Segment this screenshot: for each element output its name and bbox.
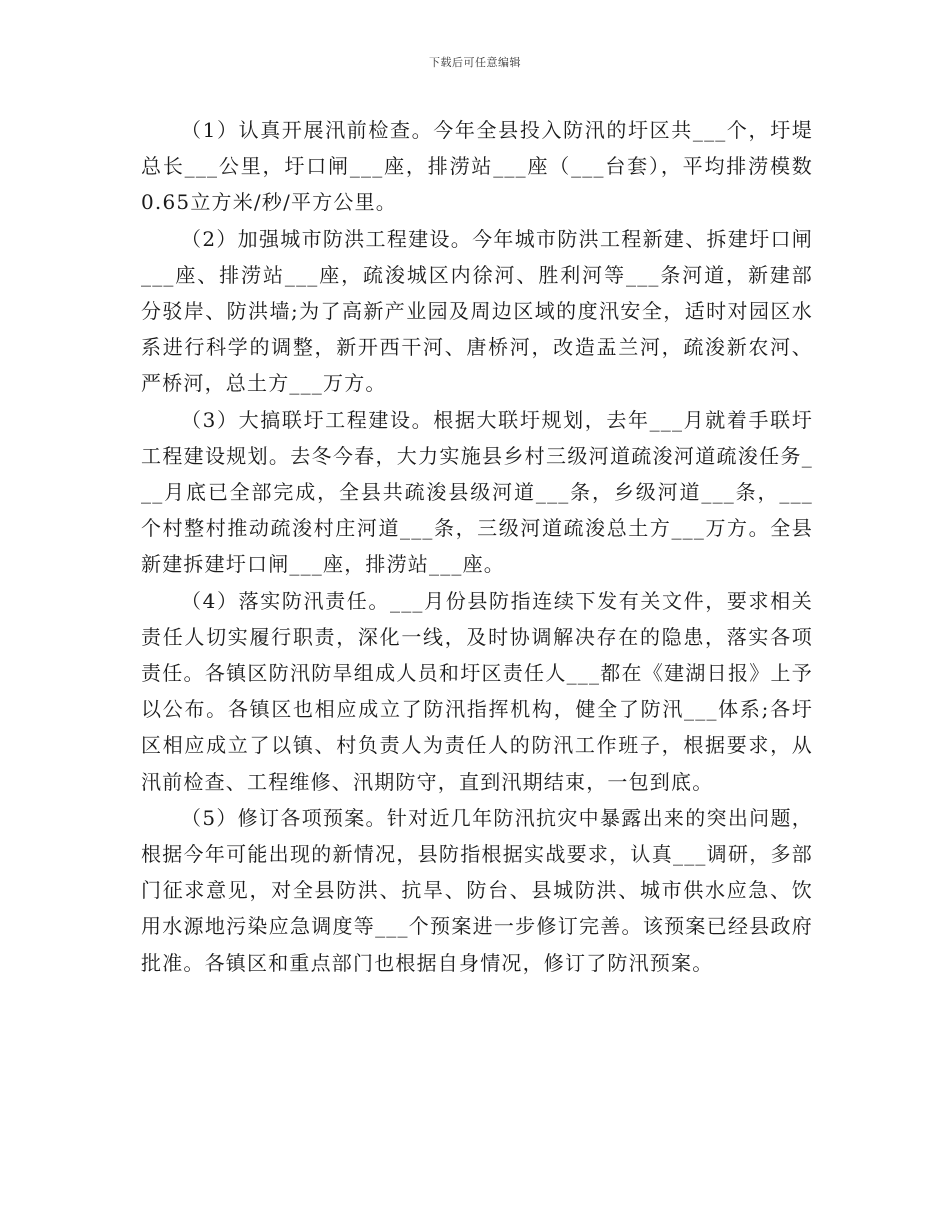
paragraph-polder-construction: （3）大搞联圩工程建设。根据大联圩规划，去年___月就着手联圩工程建设规划。去冬今春，大力实施县乡村三级河道疏浚河道疏浚任务___月底已全部完成，全县共疏浚县级河道___条，乡级河道___条，___个村整村推动疏浚村庄河道___条，三级河道疏浚总土方___万方。全县新建拆建圩口闸___座，排涝站___座。 [141, 407, 813, 577]
paragraph-flood-inspection: （1）认真开展汛前检查。今年全县投入防汛的圩区共___个，圩堤总长___公里，圩口闸___座，排涝站___座（___台套），平均排涝模数0.65立方米/秒/平方公里。 [141, 118, 813, 215]
document-body [141, 112, 813, 981]
paragraph-responsibility: （4）落实防汛责任。___月份县防指连续下发有关文件，要求相关责任人切实履行职责，深化一线，及时协调解决存在的隐患，落实各项责任。各镇区防汛防旱组成人员和圩区责任人___都在《建湖日报》上予以公布。各镇区也相应成立了防汛指挥机构，健全了防汛___体系;各圩区相应成立了以镇、村负责人为责任人的防汛工作班子，根据要求，从汛前检查、工程维修、汛期防守，直到汛期结束，一包到底。 [141, 588, 813, 794]
paragraph-contingency-plans: （5）修订各项预案。针对近几年防汛抗灾中暴露出来的突出问题，根据今年可能出现的新情况，县防指根据实战要求，认真___调研，多部门征求意见，对全县防洪、抗旱、防台、县城防洪、城市供水应急、饮用水源地污染应急调度等___个预案进一步修订完善。该预案已经县政府批准。各镇区和重点部门也根据自身情况，修订了防汛预案。 [141, 805, 813, 975]
paragraph-urban-flood-control: （2）加强城市防洪工程建设。今年城市防洪工程新建、拆建圩口闸___座、排涝站___座，疏浚城区内徐河、胜利河等___条河道，新建部分驳岸、防洪墙;为了高新产业园及周边区域的度汛安全，适时对园区水系进行科学的调整，新开西干河、唐桥河，改造盂兰河，疏浚新农河、严桥河，总土方___万方。 [141, 226, 813, 396]
page-header-note: 下载后可任意编辑 [429, 56, 521, 69]
